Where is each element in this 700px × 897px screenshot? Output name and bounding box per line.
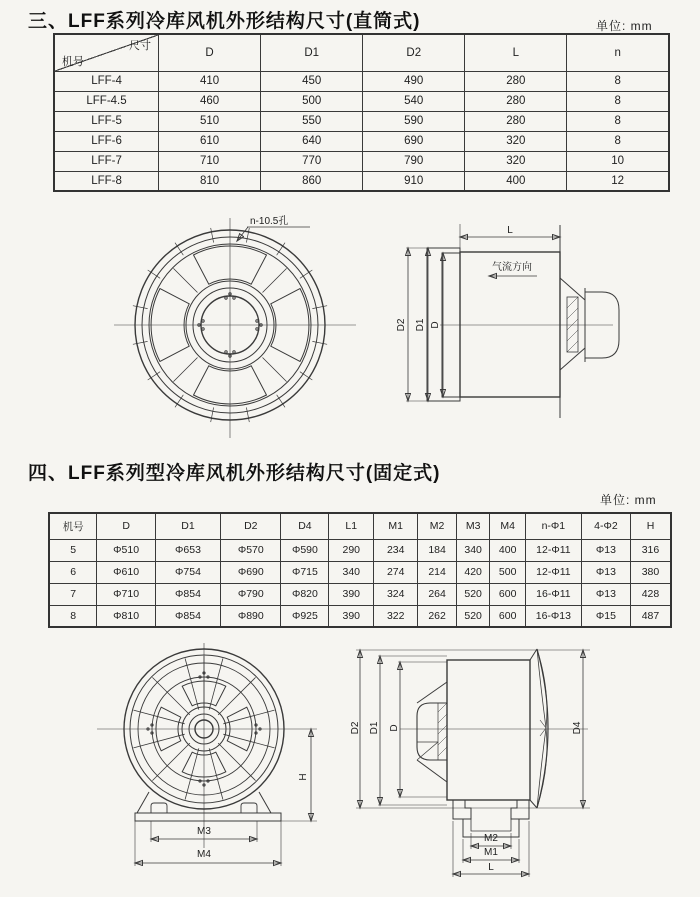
table-cell: 7: [49, 583, 97, 605]
hatch-lines: [438, 703, 447, 756]
table-cell: 16-Φ11: [525, 583, 581, 605]
header-cell: D1: [261, 34, 363, 71]
table-cell: 274: [374, 561, 418, 583]
header-cell: M3: [456, 513, 490, 539]
table-row: [54, 171, 669, 191]
table-cell: Φ690: [221, 561, 281, 583]
table-cell: 390: [329, 605, 374, 627]
header-cell: H: [630, 513, 671, 539]
table-cell: LFF-4.5: [54, 91, 159, 111]
table-cell: 390: [329, 583, 374, 605]
table-header-row: [54, 34, 669, 71]
table-row: [54, 131, 669, 151]
table-cell: 322: [374, 605, 418, 627]
header-cell: M2: [418, 513, 457, 539]
table-cell: 380: [630, 561, 671, 583]
casing-body: [447, 660, 530, 800]
table-row: [54, 71, 669, 91]
table-cell: 690: [363, 131, 465, 151]
table-row: [49, 539, 671, 561]
header-cell: n-Φ1: [525, 513, 581, 539]
table-header-row: [49, 513, 671, 539]
table-cell: Φ854: [155, 583, 220, 605]
table-cell: 12: [567, 171, 669, 191]
dim-D1: [369, 656, 447, 805]
mounting-base: [135, 792, 281, 821]
dim-M2-label: M2: [484, 833, 498, 844]
dim-D1: [415, 248, 428, 401]
dim-L: [460, 225, 560, 237]
table-cell: 340: [329, 561, 374, 583]
table-cell: 280: [465, 71, 567, 91]
motor-assembly: [417, 682, 447, 782]
table-cell: Φ710: [97, 583, 155, 605]
table-cell: 290: [329, 539, 374, 561]
table-cell: 500: [490, 561, 525, 583]
dim-D2-label: D2: [350, 721, 361, 735]
airflow-annotation: [489, 260, 537, 276]
header-cell: D2: [221, 513, 281, 539]
mounting-feet: [453, 800, 529, 837]
section4-title: 四、LFF系列型冷库风机外形结构尺寸(固定式): [28, 463, 441, 484]
table-cell: 400: [490, 539, 525, 561]
table-cell: 770: [261, 151, 363, 171]
header-cell: D: [159, 34, 261, 71]
table-cell: 420: [456, 561, 490, 583]
table-cell: Φ925: [281, 605, 329, 627]
straight-type-front-view-drawing: [110, 210, 360, 442]
table-cell: 400: [465, 171, 567, 191]
table-cell: 410: [159, 71, 261, 91]
table-cell: 8: [567, 111, 669, 131]
dim-D-label: D: [430, 321, 441, 329]
airflow-label: 气流方向: [492, 262, 532, 273]
table-cell: 8: [567, 91, 669, 111]
table-cell: 490: [363, 71, 465, 91]
table-cell: 8: [567, 131, 669, 151]
straight-type-dimension-table: [53, 33, 670, 192]
motor-assembly: [560, 278, 619, 370]
fixed-type-front-view-drawing: [95, 640, 330, 895]
hole-count-label: n-10.5孔: [250, 216, 289, 227]
table-cell: 590: [363, 111, 465, 131]
diagonal-header-cell: [54, 34, 159, 71]
table-cell: 234: [374, 539, 418, 561]
table-cell: 910: [363, 171, 465, 191]
header-cell: n: [567, 34, 669, 71]
table-cell: 540: [363, 91, 465, 111]
table-cell: LFF-8: [54, 171, 159, 191]
header-cell: D1: [155, 513, 220, 539]
table-cell: 8: [49, 605, 97, 627]
table-cell: Φ13: [581, 561, 630, 583]
hatch-lines: [567, 297, 578, 352]
table-row: [54, 151, 669, 171]
table-cell: 520: [456, 605, 490, 627]
table-cell: LFF-5: [54, 111, 159, 131]
dim-M4-label: M4: [197, 849, 211, 860]
hole-callout: [237, 214, 310, 241]
table-cell: 214: [418, 561, 457, 583]
dim-D1-label: D1: [415, 318, 426, 332]
diagonal-label-model: 机号: [62, 55, 84, 68]
table-cell: Φ653: [155, 539, 220, 561]
table-cell: 500: [261, 91, 363, 111]
table-cell: Φ715: [281, 561, 329, 583]
table-cell: Φ790: [221, 583, 281, 605]
header-cell: 机号: [49, 513, 97, 539]
table-row: [49, 605, 671, 627]
table-cell: Φ590: [281, 539, 329, 561]
table-cell: Φ13: [581, 583, 630, 605]
guard-taper-bottom: [530, 800, 537, 808]
straight-type-side-view-drawing: [395, 218, 695, 426]
table-cell: LFF-4: [54, 71, 159, 91]
table-cell: 790: [363, 151, 465, 171]
table-cell: 6: [49, 561, 97, 583]
dim-D4: [572, 650, 583, 808]
header-cell: L: [465, 34, 567, 71]
table-row: [49, 583, 671, 605]
table-cell: 12-Φ11: [525, 539, 581, 561]
fixed-type-dimension-table: [48, 512, 672, 628]
outlet-guard: [537, 649, 548, 808]
table-cell: 810: [159, 171, 261, 191]
table-cell: 5: [49, 539, 97, 561]
table-cell: 610: [159, 131, 261, 151]
table-cell: Φ15: [581, 605, 630, 627]
header-cell: D4: [281, 513, 329, 539]
dim-M1-label: M1: [484, 847, 498, 858]
table-cell: Φ890: [221, 605, 281, 627]
table-cell: Φ510: [97, 539, 155, 561]
dim-D2: [350, 650, 361, 808]
table-cell: 320: [465, 151, 567, 171]
section3-title: 三、LFF系列冷库风机外形结构尺寸(直筒式): [28, 11, 421, 32]
header-cell: M4: [490, 513, 525, 539]
table-cell: Φ570: [221, 539, 281, 561]
table-cell: 550: [261, 111, 363, 131]
header-cell: D: [97, 513, 155, 539]
table-cell: Φ854: [155, 605, 220, 627]
dim-M3-label: M3: [197, 826, 211, 837]
table-row: [54, 91, 669, 111]
header-cell: 4-Φ2: [581, 513, 630, 539]
table-cell: LFF-6: [54, 131, 159, 151]
header-cell: M1: [374, 513, 418, 539]
table-body: [49, 539, 671, 627]
table-cell: 860: [261, 171, 363, 191]
dim-D1-label: D1: [369, 721, 380, 735]
table-cell: 487: [630, 605, 671, 627]
table-row: [49, 561, 671, 583]
table-cell: 264: [418, 583, 457, 605]
table-row: [54, 111, 669, 131]
table-cell: 510: [159, 111, 261, 131]
duct-body: [460, 252, 560, 397]
table-cell: 10: [567, 151, 669, 171]
table-cell: 450: [261, 71, 363, 91]
section3-unit-note: 单位: mm: [596, 19, 653, 33]
table-cell: 520: [456, 583, 490, 605]
table-cell: 184: [418, 539, 457, 561]
table-cell: Φ13: [581, 539, 630, 561]
table-cell: 428: [630, 583, 671, 605]
guard-taper-top: [530, 649, 537, 660]
dim-D-label: D: [389, 724, 400, 732]
table-cell: Φ610: [97, 561, 155, 583]
header-cell: D2: [363, 34, 465, 71]
table-cell: 600: [490, 605, 525, 627]
dim-L-label: L: [488, 862, 494, 873]
fixed-type-side-view-drawing: [350, 640, 640, 890]
table-cell: Φ820: [281, 583, 329, 605]
dim-L-label: L: [507, 225, 513, 236]
table-cell: 324: [374, 583, 418, 605]
table-cell: 8: [567, 71, 669, 91]
table-cell: 16-Φ13: [525, 605, 581, 627]
header-cell: L1: [329, 513, 374, 539]
table-cell: 460: [159, 91, 261, 111]
table-cell: 12-Φ11: [525, 561, 581, 583]
table-cell: Φ810: [97, 605, 155, 627]
table-cell: 340: [456, 539, 490, 561]
table-cell: 600: [490, 583, 525, 605]
table-cell: 280: [465, 91, 567, 111]
table-cell: 316: [630, 539, 671, 561]
dim-D4-label: D4: [572, 721, 583, 735]
section4-unit-note: 单位: mm: [600, 493, 657, 507]
table-cell: LFF-7: [54, 151, 159, 171]
table-cell: 710: [159, 151, 261, 171]
table-cell: 262: [418, 605, 457, 627]
table-cell: 320: [465, 131, 567, 151]
dim-H: [275, 729, 317, 821]
table-cell: 280: [465, 111, 567, 131]
diagonal-label-dimension: 尺寸: [129, 40, 152, 52]
dim-D2-label: D2: [396, 318, 407, 332]
table-cell: Φ754: [155, 561, 220, 583]
table-cell: 640: [261, 131, 363, 151]
dim-H-label: H: [298, 773, 309, 781]
table-body: [54, 71, 669, 191]
